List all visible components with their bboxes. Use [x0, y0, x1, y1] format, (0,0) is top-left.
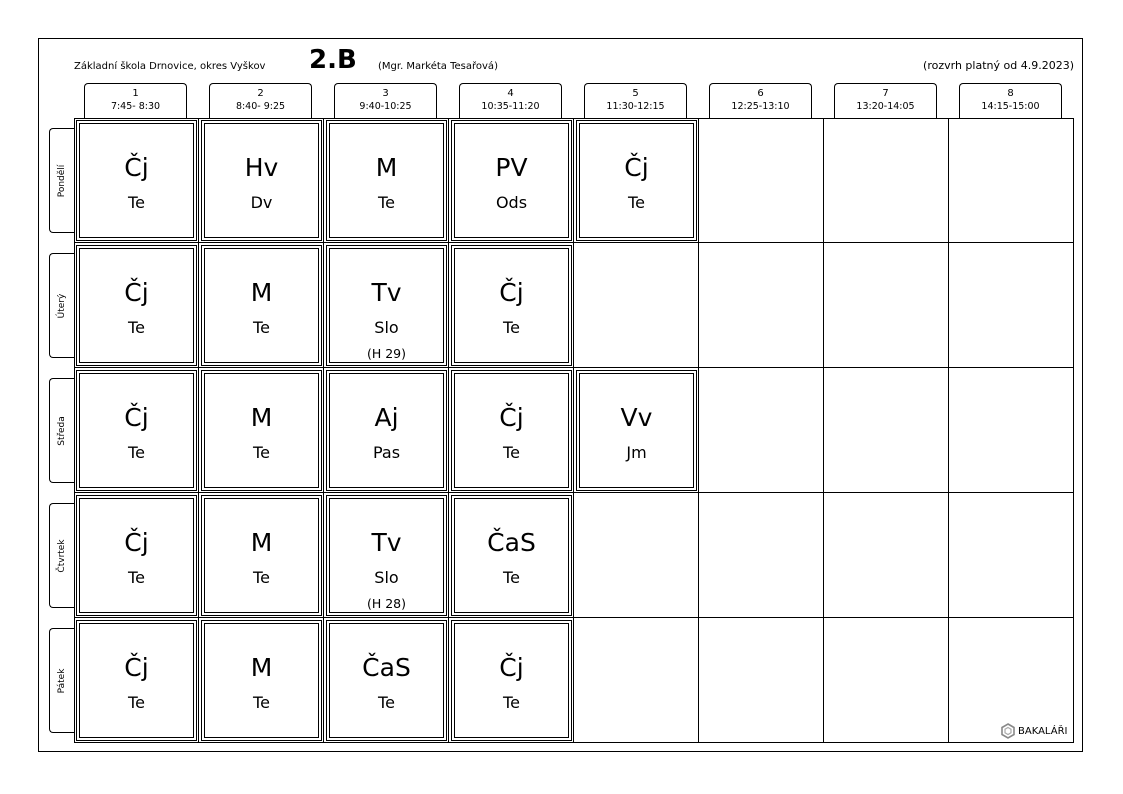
lesson-cell-inner: [204, 248, 319, 363]
lesson-cell-inner: [329, 498, 444, 613]
lesson-teacher: Te: [128, 568, 145, 587]
lesson-cell: [451, 370, 572, 491]
lesson-teacher: Te: [253, 568, 270, 587]
period-header-7: [834, 83, 937, 118]
lesson-cell-inner: [79, 498, 194, 613]
period-time: 9:40-10:25: [359, 101, 412, 112]
lesson-cell: [326, 495, 447, 616]
grid-column-divider: [698, 118, 699, 743]
lesson-cell: [451, 245, 572, 366]
lesson-teacher: Ods: [495, 193, 528, 212]
lesson-cell: [76, 495, 197, 616]
period-time: 14:15-15:00: [981, 101, 1040, 112]
period-time: 11:30-12:15: [606, 101, 665, 112]
lesson-subject: Čj: [124, 528, 149, 557]
lesson-cell: [451, 620, 572, 741]
day-name: Pondělí: [57, 164, 67, 197]
lesson-teacher: Jm: [626, 443, 647, 462]
lesson-cell: [451, 120, 572, 241]
lesson-cell-inner: [79, 623, 194, 738]
period-header-3: [334, 83, 437, 118]
bakalari-logo: [1001, 723, 1067, 739]
lesson-subject: Čj: [124, 403, 149, 432]
lesson-cell-inner: [329, 623, 444, 738]
day-label: [49, 253, 74, 358]
lesson-cell-inner: [204, 373, 319, 488]
grid-column-divider: [948, 118, 949, 743]
grid-column-divider: [198, 118, 199, 743]
day-name: Pátek: [57, 668, 67, 693]
period-header-5: [584, 83, 687, 118]
lesson-teacher: Te: [503, 443, 520, 462]
lesson-teacher: Te: [253, 318, 270, 337]
day-label: [49, 503, 74, 608]
lesson-cell-inner: [454, 498, 569, 613]
lesson-teacher: Te: [503, 693, 520, 712]
lesson-cell-inner: [79, 248, 194, 363]
lesson-cell-inner: [329, 248, 444, 363]
lesson-teacher: Te: [253, 443, 270, 462]
lesson-cell-inner: [579, 373, 694, 488]
grid-row-divider: [74, 367, 1074, 368]
lesson-subject: Vv: [620, 403, 653, 432]
lesson-cell-inner: [579, 123, 694, 238]
grid-column-divider: [573, 118, 574, 743]
grid-column-divider: [448, 118, 449, 743]
lesson-teacher: Te: [378, 193, 395, 212]
lesson-subject: Čj: [624, 153, 649, 182]
lesson-teacher: Te: [253, 693, 270, 712]
lesson-cell: [576, 370, 697, 491]
period-number: 6: [757, 88, 764, 99]
lesson-subject: M: [250, 278, 273, 307]
lesson-cell: [201, 620, 322, 741]
lesson-cell-inner: [454, 248, 569, 363]
period-number: 2: [257, 88, 264, 99]
lesson-subject: M: [250, 653, 273, 682]
period-header-4: [459, 83, 562, 118]
lesson-teacher: Pas: [372, 443, 401, 462]
period-header-8: [959, 83, 1062, 118]
class-teacher: (Mgr. Markéta Tesařová): [378, 61, 498, 72]
period-number: 7: [882, 88, 889, 99]
period-header-2: [209, 83, 312, 118]
day-name: Čtvrtek: [57, 538, 67, 573]
lesson-subject: Čj: [124, 278, 149, 307]
lesson-teacher: Dv: [250, 193, 273, 212]
lesson-teacher: Te: [378, 693, 395, 712]
lesson-subject: Čj: [124, 653, 149, 682]
lesson-cell: [451, 495, 572, 616]
lesson-teacher: Te: [128, 193, 145, 212]
lesson-teacher: Slo: [374, 568, 399, 587]
period-time: 7:45- 8:30: [110, 101, 161, 112]
lesson-room: (H 28): [366, 596, 407, 611]
lesson-teacher: Te: [503, 568, 520, 587]
period-number: 1: [132, 88, 139, 99]
lesson-cell: [76, 620, 197, 741]
lesson-subject: M: [250, 403, 273, 432]
grid-column-divider: [323, 118, 324, 743]
period-time: 8:40- 9:25: [235, 101, 286, 112]
lesson-subject: ČaS: [362, 653, 411, 682]
lesson-subject: PV: [495, 153, 528, 182]
period-number: 5: [632, 88, 639, 99]
period-number: 8: [1007, 88, 1014, 99]
lesson-subject: Čj: [499, 653, 524, 682]
bakalari-logo-icon: [1001, 723, 1015, 739]
lesson-cell: [326, 620, 447, 741]
class-name: 2.B: [309, 45, 357, 75]
lesson-subject: Tv: [371, 528, 402, 557]
lesson-cell-inner: [79, 373, 194, 488]
lesson-cell-inner: [454, 623, 569, 738]
lesson-cell: [576, 120, 697, 241]
period-number: 4: [507, 88, 514, 99]
period-time: 10:35-11:20: [481, 101, 540, 112]
lesson-cell: [201, 370, 322, 491]
grid-row-divider: [74, 242, 1074, 243]
lesson-subject: Čj: [499, 278, 524, 307]
period-header-1: [84, 83, 187, 118]
lesson-cell-inner: [204, 623, 319, 738]
lesson-subject: M: [250, 528, 273, 557]
lesson-cell-inner: [454, 373, 569, 488]
lesson-cell: [201, 495, 322, 616]
lesson-subject: M: [375, 153, 398, 182]
grid-row-divider: [74, 617, 1074, 618]
lesson-subject: Tv: [371, 278, 402, 307]
lesson-cell: [76, 370, 197, 491]
period-time: 12:25-13:10: [731, 101, 790, 112]
lesson-cell-inner: [329, 123, 444, 238]
lesson-cell: [201, 120, 322, 241]
day-label: [49, 378, 74, 483]
lesson-subject: Hv: [244, 153, 279, 182]
valid-from: (rozvrh platný od 4.9.2023): [923, 59, 1074, 72]
lesson-cell-inner: [204, 498, 319, 613]
lesson-subject: ČaS: [487, 528, 536, 557]
school-name: Základní škola Drnovice, okres Vyškov: [74, 61, 266, 72]
period-time: 13:20-14:05: [856, 101, 915, 112]
lesson-cell: [326, 245, 447, 366]
period-header-6: [709, 83, 812, 118]
day-name: Středa: [57, 415, 67, 446]
lesson-cell: [76, 120, 197, 241]
lesson-cell-inner: [329, 373, 444, 488]
lesson-cell: [76, 245, 197, 366]
lesson-cell: [201, 245, 322, 366]
period-number: 3: [382, 88, 389, 99]
lesson-teacher: Te: [128, 318, 145, 337]
lesson-cell-inner: [454, 123, 569, 238]
lesson-teacher: Te: [128, 693, 145, 712]
lesson-cell: [326, 120, 447, 241]
logo-text: BAKALÁŘI: [1018, 725, 1068, 737]
day-label: [49, 128, 74, 233]
lesson-teacher: Te: [128, 443, 145, 462]
lesson-cell-inner: [79, 123, 194, 238]
day-name: Úterý: [57, 293, 67, 318]
grid-column-divider: [823, 118, 824, 743]
grid-row-divider: [74, 492, 1074, 493]
day-label: [49, 628, 74, 733]
lesson-teacher: Te: [628, 193, 645, 212]
lesson-subject: Čj: [124, 153, 149, 182]
lesson-subject: Aj: [374, 403, 399, 432]
lesson-cell-inner: [204, 123, 319, 238]
lesson-subject: Čj: [499, 403, 524, 432]
lesson-teacher: Te: [503, 318, 520, 337]
lesson-room: (H 29): [366, 346, 407, 361]
lesson-teacher: Slo: [374, 318, 399, 337]
lesson-cell: [326, 370, 447, 491]
